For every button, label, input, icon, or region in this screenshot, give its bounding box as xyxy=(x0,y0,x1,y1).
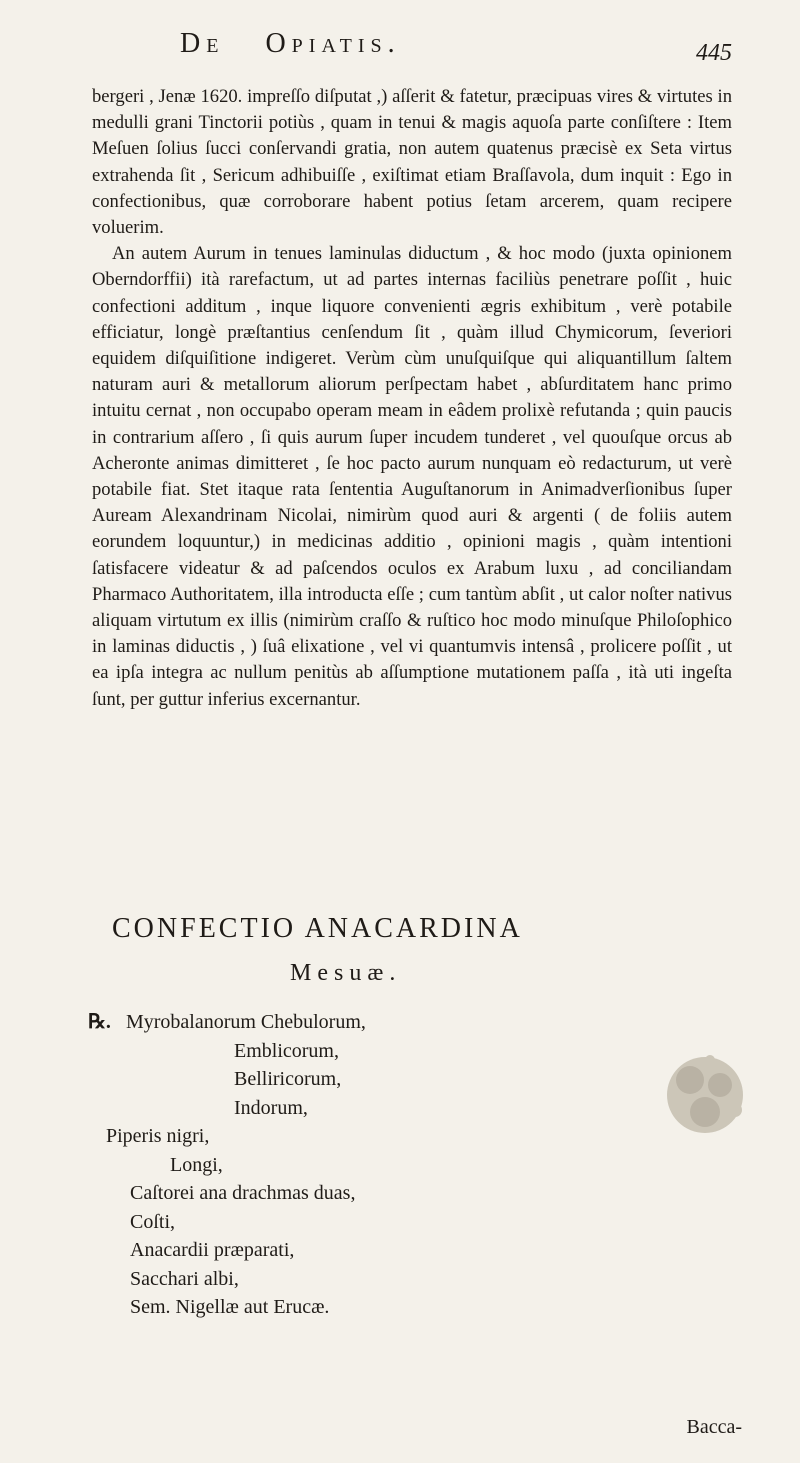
recipe-subtitle: Mesuæ. xyxy=(290,960,402,986)
ingredient-line: Indorum, xyxy=(234,1096,308,1119)
ingredient-line: Sem. Nigellæ aut Erucæ. xyxy=(130,1296,330,1318)
ingredient-text: Myrobalanorum Chebulorum, xyxy=(125,1011,366,1033)
body-text xyxy=(92,84,732,713)
ingredient-line: Caſtorei ana drachmas duas, xyxy=(130,1182,356,1204)
recipe-title: CONFECTIO ANACARDINA xyxy=(112,913,523,944)
ingredient-line: Piperis nigri, xyxy=(106,1125,210,1147)
ingredient-line: Sacchari albi, xyxy=(130,1267,239,1290)
ingredient-line: Anacardii præparati, xyxy=(130,1239,295,1261)
header-word-de: De xyxy=(180,28,225,59)
rx-symbol: ℞. xyxy=(88,1011,111,1033)
wax-seal-stain-icon xyxy=(650,1040,760,1150)
paragraph-2: An autem Aurum in tenues laminulas diductum , & hoc modo (juxta opinionem Oberndorffii) ità rarefactum, ut ad partes internas faciliùs penetrare poſſit , huic confectioni additum , inque liquore convenienti ægris exhibitum , verè potabile efficiatur, longè præſtantius cenſendum ſit , quàm illud Chymicorum, ſeveriori equidem diſquiſitione indigeret. Verùm cùm unuſquiſque qui aliquantillum ſaltem naturam auri & metallorum aliorum perſpectam habet , abſurditatem hanc primo intuitu cernat , non occupabo operam meam in eâdem prolixè refutanda ; quin paucis in contrarium aſſero , ſi quis aurum ſuper incudem tunderet , vel quouſque orcus ab Acheronte animas dimitteret , ſe hoc pacto aurum nunquam eò redacturum, ut verè potabile fiat. Stet itaque rata ſententia Auguſtanorum in Animadverſionibus ſuper Auream Alexandrinam Nicolai, nimirùm quod auri & argenti ( de foliis autem eorundem loquuntur,) in medicinas additio , opinioni magis , quàm intentioni ſatisfacere videatur & ad paſcendos oculos ex Arabum luxu , ad conciliandam Pharmaco Authoritatem, illa introducta eſſe ; cum tantùm abſit , ut calor noſter nativus aliquam virtutum ex illis (nimirùm craſſo & ruſtico hoc modo minuſque Philoſophico in laminas diductis , ) ſuâ elixatione , vel vi quantumvis intensâ , prolicere poſſit , ut ea ipſa integra ac nullum penitùs ab aſſumptione mutationem paſſa , ità uti ingeſta ſunt, per guttur inferius excernantur. xyxy=(92,243,732,710)
page-number: 445 xyxy=(696,40,732,66)
running-header xyxy=(180,28,650,60)
ingredient-line: Longi, xyxy=(170,1153,223,1176)
ingredient-line: Coſti, xyxy=(130,1210,176,1233)
paragraph-1: bergeri , Jenæ 1620. impreſſo diſputat ,) aſſerit & fatetur, præcipuas vires & virtutes in medulli grani Tinctorii potiùs , quam in tenui & magis aquoſa parte conſiſtere : Item Meſuen ſolius ſucci conſervandi gratia, non autem quatenus præcisè ex Seta virtus extrahenda ſit , Sericum adhibuiſſe , exiſtimat etiam Braſſavola, dum inquit : Ego in confectionibus, quæ corroborare habent potius ſetam arcerem, quam recipere voluerim. xyxy=(92,86,732,239)
recipe-ingredients xyxy=(88,1008,608,1322)
header-word-opiatis: Opiatis. xyxy=(265,28,401,59)
ingredient-line xyxy=(88,1008,608,1037)
catchword: Bacca- xyxy=(686,1416,742,1438)
ingredient-line: Belliricorum, xyxy=(234,1068,342,1090)
ingredient-line: Emblicorum, xyxy=(234,1039,339,1062)
